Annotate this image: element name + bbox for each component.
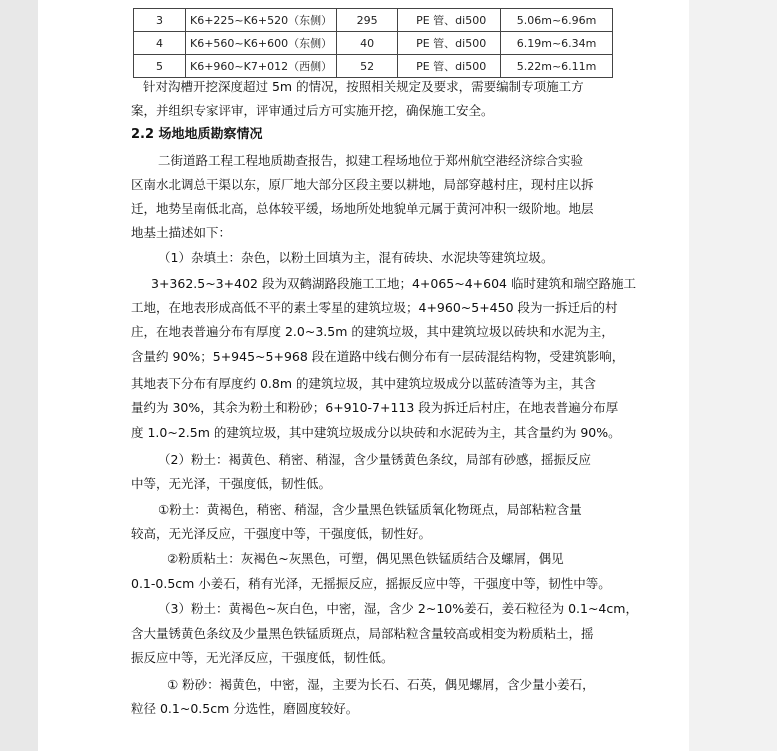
table-cell: 6.19m~6.34m [501,32,613,55]
paragraph-line: 度 1.0~2.5m 的建筑垃圾，其中建筑垃圾成分以块砖和水泥砖为主，其含量约为 90%。 [131,425,621,440]
paragraph-line: 区南水北调总干渠以东，原厂地大部分区段主要以耕地，局部穿越村庄，现村庄以拆 [131,177,594,192]
paragraph-line: 粒径 0.1~0.5cm 分选性，磨圆度较好。 [131,701,359,716]
paragraph-line: 含大量锈黄色条纹及少量黑色铁锰质斑点，局部粘粒含量较高或相变为粉质粘土，摇 [131,626,594,641]
paragraph-line: 针对沟槽开挖深度超过 5m 的情况，按照相关规定及要求，需要编制专项施工方 [143,79,584,94]
paragraph-line: 中等，无光泽，干强度低，韧性低。 [131,476,332,491]
table-cell: 5 [134,55,186,78]
paragraph-line: 二街道路工程工程地质勘查报告，拟建工程场地位于郑州航空港经济综合实验 [158,153,584,168]
paragraph-line: 量约为 30%，其余为粉土和粉砂；6+910-7+113 段为拆迁后村庄，在地表普遍分布厚 [131,400,619,415]
table-cell: PE 管、di500 [398,32,501,55]
section-heading: 2.2 场地地质勘察情况 [131,127,263,142]
paragraph-line: 地基土描述如下： [131,225,232,240]
paragraph-line: ①粉土：黄褐色，稍密、稍湿，含少量黑色铁锰质氧化物斑点，局部粘粒含量 [158,502,582,517]
table-cell: 40 [337,32,398,55]
paragraph-line: 3+362.5~3+402 段为双鹤湖路段施工工地；4+065~4+604 临时建筑和瑞空路施工 [151,276,636,291]
table-cell: 52 [337,55,398,78]
paragraph-line: 庄，在地表普遍分布有厚度 2.0~3.5m 的建筑垃圾，其中建筑垃圾以砖块和水泥为主， [131,324,614,339]
paragraph-line: 较高，无光泽反应，干强度中等，干强度低，韧性好。 [131,526,432,541]
viewer-right-margin [689,0,777,751]
paragraph-line: ① 粉砂：褐黄色，中密，湿，主要为长石、石英，偶见螺屑，含少量小姜石， [167,677,595,692]
paragraph-line: （3）粉土：黄褐色~灰白色，中密，湿，含少 2~10%姜石，姜石粒径为 0.1~4cm， [158,601,638,616]
paragraph-line: 工地，在地表形成高低不平的素土零星的建筑垃圾；4+960~5+450 段为一拆迁后的村 [131,300,618,315]
pipe-table [133,8,613,78]
paragraph-line: 案，并组织专家评审，评审通过后方可实施开挖，确保施工安全。 [131,103,494,118]
paragraph-line: ②粉质粘土：灰褐色~灰黑色，可塑，偶见黑色铁锰质结合及螺屑，偶见 [167,551,564,566]
paragraph-line: 振反应中等，无光泽反应，干强度低，韧性低。 [131,650,394,665]
table-cell: 5.06m~6.96m [501,9,613,32]
table-cell: 5.22m~6.11m [501,55,613,78]
table-cell: K6+560~K6+600（东侧） [186,32,337,55]
table-cell: 4 [134,32,186,55]
table-cell: PE 管、di500 [398,9,501,32]
paragraph-line: 迁，地势呈南低北高，总体较平缓，场地所处地貌单元属于黄河冲积一级阶地。地层 [131,201,594,216]
paragraph-line: （2）粉土：褐黄色、稍密、稍湿，含少量锈黄色条纹，局部有砂感，摇振反应 [158,452,591,467]
table-row [134,32,613,55]
table-cell: K6+225~K6+520（东侧） [186,9,337,32]
paragraph-line: 含量约 90%；5+945~5+968 段在道路中线右侧分布有一层砖混结构物，受建筑影响， [131,349,625,364]
paragraph-line: 0.1-0.5cm 小姜石，稍有光泽，无摇振反应，摇振反应中等，干强度中等，韧性中等。 [131,576,611,591]
table-cell: 3 [134,9,186,32]
table-cell: PE 管、di500 [398,55,501,78]
table-cell: 295 [337,9,398,32]
paragraph-line: 其地表下分布有厚度约 0.8m 的建筑垃圾，其中建筑垃圾成分以蓝砖渣等为主，其含 [131,376,597,391]
paragraph-line: （1）杂填土：杂色，以粉土回填为主，混有砖块、水泥块等建筑垃圾。 [158,250,554,265]
table-row [134,9,613,32]
table-cell: K6+960~K7+012（西侧） [186,55,337,78]
